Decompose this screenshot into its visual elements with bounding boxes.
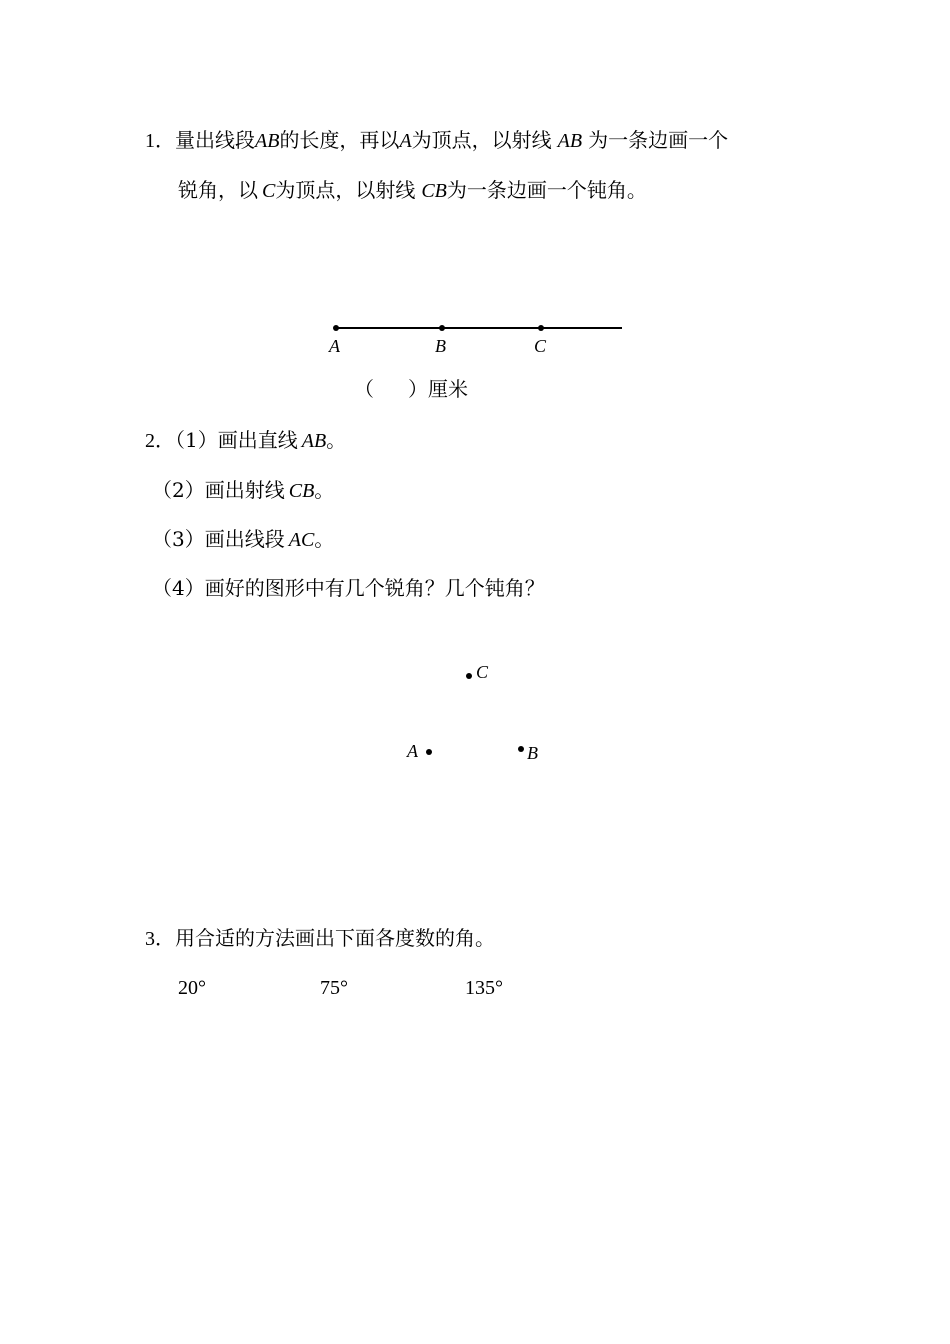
q2-part3-text: （3）画出线段 <box>152 527 285 551</box>
q1-label-c: C <box>534 336 547 356</box>
q2-line-2 <box>152 476 334 505</box>
q2-line-4 <box>152 574 545 602</box>
q1-var-ray-ab: AB <box>557 130 583 152</box>
q1-point-a <box>333 325 339 331</box>
q2-label-c: C <box>476 662 489 682</box>
q3-text: 用合适的方法画出下面各度数的角。 <box>175 926 495 950</box>
q2-point-c <box>466 673 472 679</box>
q1-line-1 <box>145 126 728 155</box>
q1-text-5: 锐角，以 <box>178 178 258 202</box>
q1-var-a: A <box>399 130 412 152</box>
q1-text-7: 为一条边画一个钝角。 <box>446 178 647 202</box>
q2-point-b <box>518 746 524 752</box>
q2-part1-text: （1）画出直线 <box>175 428 298 452</box>
q1-text-1: 量出线段 <box>175 128 255 152</box>
q1-var-c: C <box>262 180 276 202</box>
q1-answer-open: （ <box>354 377 374 401</box>
q2-part2-var: CB <box>288 480 315 502</box>
q3-line-1 <box>145 924 495 953</box>
q1-point-c <box>538 325 544 331</box>
q2-line-1 <box>145 426 346 455</box>
q2-part1-end: 。 <box>326 428 347 452</box>
q1-text-6: 为顶点，以射线 <box>275 178 416 202</box>
q2-part1-var: AB <box>301 430 327 452</box>
q3-angle-2: 75° <box>320 977 348 999</box>
q1-var-cb: CB <box>421 180 447 202</box>
q2-line-3 <box>152 525 334 554</box>
q1-var-ab: AB <box>255 130 280 152</box>
q1-text-4: 为一条边画一个 <box>588 128 729 152</box>
q2-point-a <box>426 749 432 755</box>
q1-label-b: B <box>435 336 446 356</box>
q3-angle-1: 20° <box>178 977 206 999</box>
q2-part3-var: AC <box>288 529 315 551</box>
q1-point-b <box>439 325 445 331</box>
q2-label-b: B <box>527 743 538 763</box>
q2-label-a: A <box>407 741 418 761</box>
q3-angle-3: 135° <box>465 977 503 999</box>
q1-number: 1． <box>145 130 175 152</box>
q1-text-3: 为顶点，以射线 <box>411 128 552 152</box>
q2-part3-end: 。 <box>314 527 335 551</box>
q1-answer-close: ）厘米 <box>408 377 468 401</box>
q1-label-a: A <box>329 336 340 356</box>
q2-part2-text: （2）画出射线 <box>152 478 285 502</box>
q1-text-2: 的长度，再以 <box>279 128 400 152</box>
q2-number: 2． <box>145 430 175 452</box>
q3-number: 3． <box>145 928 175 950</box>
q2-part2-end: 。 <box>314 478 335 502</box>
q1-answer <box>354 375 468 403</box>
q1-line-2 <box>178 176 647 205</box>
q2-part4-text: （4）画好的图形中有几个锐角？几个钝角？ <box>152 576 545 600</box>
